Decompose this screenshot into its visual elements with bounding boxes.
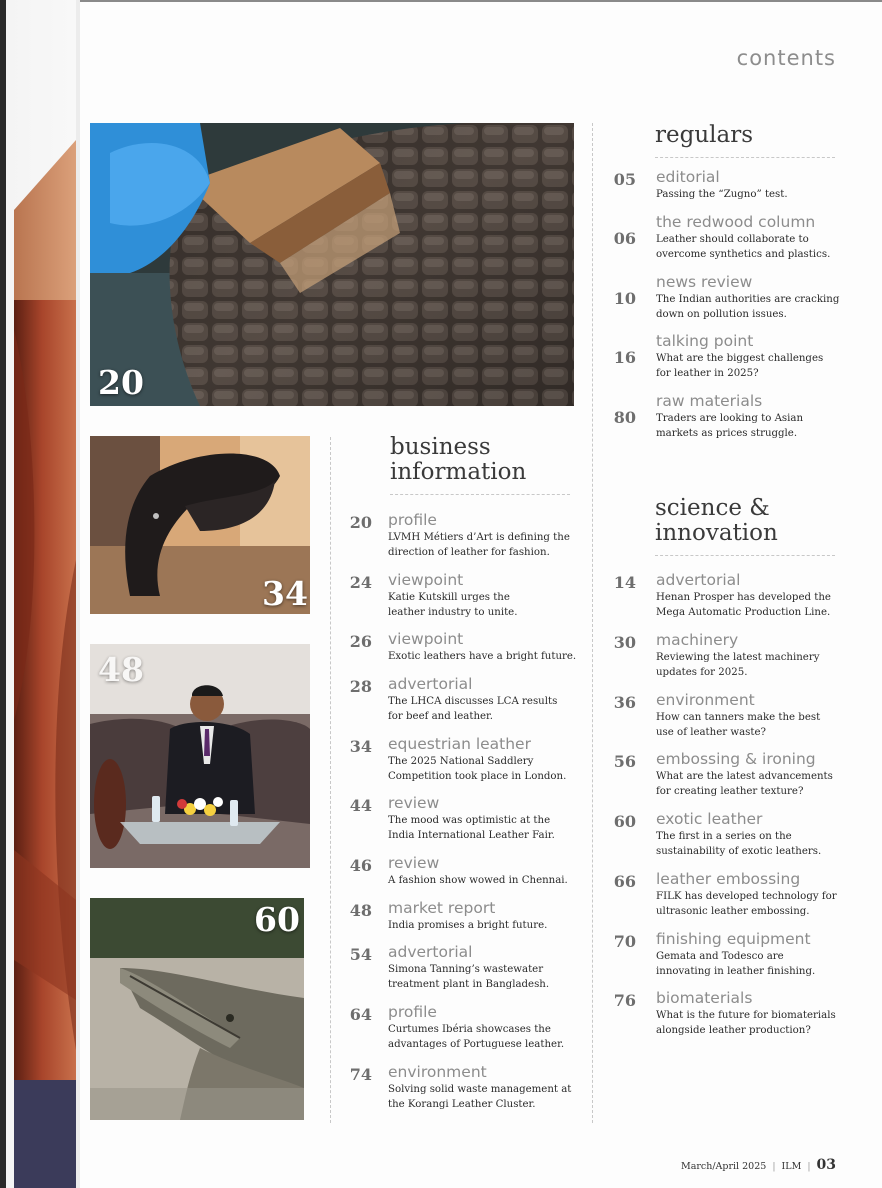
section-title-line: business	[390, 434, 491, 460]
entry-description: Henan Prosper has developed the Mega Automatic Production Line.	[656, 592, 831, 618]
entry-page-number: 26	[349, 632, 372, 651]
entry-category: review	[388, 794, 440, 812]
contents-entry[interactable]	[348, 735, 578, 785]
contents-entry[interactable]	[612, 392, 842, 442]
entry-category: environment	[656, 691, 755, 709]
entry-category: embossing & ironing	[656, 750, 816, 768]
contents-entry[interactable]	[348, 1063, 578, 1113]
entry-category: viewpoint	[388, 571, 464, 589]
entry-page-number: 66	[613, 872, 636, 891]
contents-entry[interactable]	[612, 930, 842, 980]
page-title: contents	[736, 46, 836, 70]
entry-page-number: 70	[613, 932, 636, 951]
photo-fair-interview	[90, 644, 310, 868]
contents-entry[interactable]	[348, 571, 578, 621]
column-divider	[592, 123, 593, 1123]
entry-category: the redwood column	[656, 213, 816, 231]
section-title-line: regulars	[655, 122, 754, 148]
entry-category: raw materials	[656, 392, 763, 410]
magazine-name: ILM	[781, 1161, 802, 1172]
contents-entry[interactable]	[612, 273, 842, 323]
contents-entry[interactable]	[612, 168, 842, 208]
contents-entry[interactable]	[348, 794, 578, 844]
entry-page-number: 76	[613, 991, 636, 1010]
entry-description: The mood was optimistic at the India International Leather Fair.	[388, 815, 555, 841]
contents-entry[interactable]	[348, 630, 578, 670]
entry-page-number: 05	[613, 170, 636, 189]
contents-entry[interactable]	[612, 213, 842, 263]
entry-page-number: 20	[349, 513, 372, 532]
leather-strip-image	[6, 0, 76, 1188]
entry-category: equestrian leather	[388, 735, 531, 753]
entry-page-number: 24	[349, 573, 372, 592]
entry-category: biomaterials	[656, 989, 753, 1007]
entry-description: The 2025 National Saddlery Competition took place in London.	[388, 756, 567, 782]
entry-category: finishing equipment	[656, 930, 811, 948]
entry-category: exotic leather	[656, 810, 763, 828]
entry-page-number: 64	[349, 1005, 372, 1024]
photo-saddle	[90, 436, 310, 614]
entry-description: Katie Kutskill urges the leather industry to unite.	[388, 592, 518, 618]
entry-page-number: 14	[613, 573, 636, 592]
section-title-regulars	[655, 123, 835, 158]
section-title-business-information	[390, 435, 570, 495]
entry-category: advertorial	[656, 571, 741, 589]
entry-description: What is the future for biomaterials alongside leather production?	[656, 1010, 836, 1036]
entry-page-number: 46	[349, 856, 372, 875]
entry-category: profile	[388, 1003, 437, 1021]
contents-entry[interactable]	[612, 631, 842, 681]
entry-description: Simona Tanning’s wastewater treatment plant in Bangladesh.	[388, 964, 550, 990]
contents-entry[interactable]	[612, 691, 842, 741]
entry-description: FILK has developed technology for ultrasonic leather embossing.	[656, 891, 837, 917]
column-divider	[330, 437, 331, 1123]
entry-description: What are the biggest challenges for leather in 2025?	[656, 353, 824, 379]
contents-entry[interactable]	[348, 1003, 578, 1053]
entry-description: A fashion show wowed in Chennai.	[388, 875, 568, 886]
photo-page-number: 60	[254, 900, 300, 939]
entry-page-number: 06	[613, 229, 636, 248]
section-title-line: science &	[655, 495, 770, 521]
section-title-science-innovation	[655, 496, 835, 556]
entry-page-number: 48	[349, 901, 372, 920]
entry-page-number: 16	[613, 348, 636, 367]
entry-description: Traders are looking to Asian markets as prices struggle.	[656, 413, 804, 439]
entry-description: The Indian authorities are cracking down on pollution issues.	[656, 294, 840, 320]
entry-page-number: 44	[349, 796, 372, 815]
photo-crocodile-leather-brushing	[90, 123, 574, 406]
entry-category: news review	[656, 273, 753, 291]
page-footer: March/April 2025 | ILM | 03	[680, 1157, 836, 1173]
entry-description: The first in a series on the sustainability of exotic leathers.	[656, 831, 822, 857]
entry-category: advertorial	[388, 943, 473, 961]
contents-entry[interactable]	[348, 854, 578, 894]
entry-category: leather embossing	[656, 870, 801, 888]
entry-description: LVMH Métiers d’Art is defining the direction of leather for fashion.	[388, 532, 570, 558]
entry-page-number: 28	[349, 677, 372, 696]
contents-entry[interactable]	[612, 989, 842, 1039]
entry-category: editorial	[656, 168, 720, 186]
entry-description: India promises a bright future.	[388, 920, 548, 931]
section-title-line: innovation	[655, 520, 778, 546]
entry-category: profile	[388, 511, 437, 529]
contents-entry[interactable]	[612, 750, 842, 800]
strip-band	[76, 0, 80, 1188]
entry-page-number: 60	[613, 812, 636, 831]
entry-page-number: 30	[613, 633, 636, 652]
issue-date: March/April 2025	[680, 1161, 767, 1172]
entry-category: talking point	[656, 332, 754, 350]
top-rule	[0, 0, 882, 2]
entry-page-number: 36	[613, 693, 636, 712]
contents-entry[interactable]	[348, 675, 578, 725]
contents-entry[interactable]	[348, 899, 578, 939]
contents-entry[interactable]	[348, 943, 578, 993]
entry-page-number: 80	[613, 408, 636, 427]
entry-category: review	[388, 854, 440, 872]
entry-description: Reviewing the latest machinery updates for 2025.	[656, 652, 820, 678]
entry-description: The LHCA discusses LCA results for beef and leather.	[388, 696, 558, 722]
entry-description: What are the latest advancements for creating leather texture?	[656, 771, 833, 797]
entry-description: Passing the “Zugno” test.	[656, 189, 788, 200]
entry-page-number: 54	[349, 945, 372, 964]
entry-description: Solving solid waste management at the Korangi Leather Cluster.	[388, 1084, 572, 1110]
section-title-line: information	[390, 459, 527, 485]
contents-entry[interactable]	[612, 810, 842, 860]
contents-entry[interactable]	[612, 332, 842, 382]
entry-description: Leather should collaborate to overcome synthetics and plastics.	[656, 234, 831, 260]
entry-page-number: 34	[349, 737, 372, 756]
entry-page-number: 56	[613, 752, 636, 771]
entry-category: environment	[388, 1063, 487, 1081]
contents-entry[interactable]	[612, 571, 842, 621]
contents-entry[interactable]	[612, 870, 842, 920]
entry-description: Gemata and Todesco are innovating in leather finishing.	[656, 951, 816, 977]
entry-page-number: 74	[349, 1065, 372, 1084]
photo-page-number: 20	[98, 363, 144, 402]
entry-description: How can tanners make the best use of leather waste?	[656, 712, 821, 738]
photo-crocodile	[90, 898, 304, 1120]
entry-page-number: 10	[613, 289, 636, 308]
contents-entry[interactable]	[348, 511, 578, 561]
entry-description: Curtumes Ibéria showcases the advantages of Portuguese leather.	[388, 1024, 565, 1050]
photo-page-number: 34	[262, 574, 308, 613]
entry-description: Exotic leathers have a bright future.	[388, 651, 577, 662]
entry-category: advertorial	[388, 675, 473, 693]
entry-category: market report	[388, 899, 496, 917]
entry-category: viewpoint	[388, 630, 464, 648]
page-number: 03	[816, 1157, 836, 1173]
entry-category: machinery	[656, 631, 739, 649]
photo-page-number: 48	[98, 650, 144, 689]
